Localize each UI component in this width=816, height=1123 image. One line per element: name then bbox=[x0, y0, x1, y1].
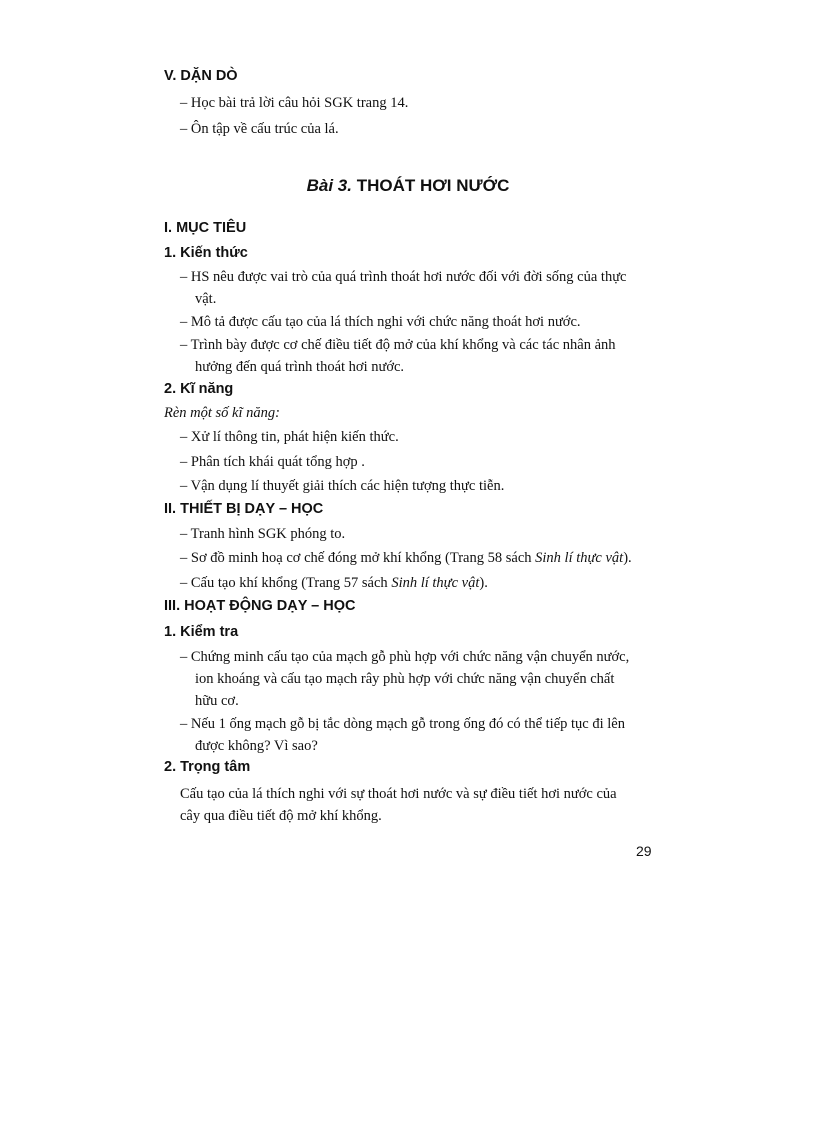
knowledge-item-3-line-2: hưởng đến quá trình thoát hơi nước. bbox=[195, 359, 405, 375]
equipment-item-3 bbox=[180, 575, 488, 592]
section-v-item-1: – Học bài trả lời câu hỏi SGK trang 14. bbox=[180, 95, 409, 111]
knowledge-item-1-line-1: – HS nêu được vai trò của quá trình thoát hơi nước đối với đời sống của thực bbox=[180, 269, 627, 285]
check-item-2-line-1: – Nếu 1 ống mạch gỗ bị tắc dòng mạch gỗ trong ống đó có thể tiếp tục đi lên bbox=[180, 716, 625, 732]
skills-item-3: – Vận dụng lí thuyết giải thích các hiện tượng thực tiễn. bbox=[180, 478, 505, 494]
focus-line-2: cây qua điều tiết độ mở khí khổng. bbox=[180, 808, 382, 824]
knowledge-item-3-line-1: – Trình bày được cơ chế điều tiết độ mở của khí khổng và các tác nhân ảnh bbox=[180, 337, 616, 353]
skills-heading: 2. Kĩ năng bbox=[164, 381, 234, 397]
page-number: 29 bbox=[636, 843, 652, 859]
check-item-2-line-2: được không? Vì sao? bbox=[195, 738, 318, 754]
knowledge-item-2: – Mô tả được cấu tạo của lá thích nghi với chức năng thoát hơi nước. bbox=[180, 314, 581, 330]
section-ii-heading: II. THIẾT BỊ DẠY – HỌC bbox=[164, 501, 324, 517]
check-item-1-line-3: hữu cơ. bbox=[195, 693, 239, 709]
check-item-1-line-1: – Chứng minh cấu tạo của mạch gỗ phù hợp với chức năng vận chuyển nước, bbox=[180, 649, 630, 665]
equipment-item-3-book: Sinh lí thực vật bbox=[391, 575, 480, 591]
knowledge-heading: 1. Kiến thức bbox=[164, 245, 248, 261]
section-v-item-2: – Ôn tập về cấu trúc của lá. bbox=[180, 121, 339, 137]
equipment-item-3-end: ). bbox=[479, 575, 488, 591]
equipment-item-2-end: ). bbox=[623, 550, 632, 566]
section-v-heading: V. DẶN DÒ bbox=[164, 68, 238, 84]
section-i-heading: I. MỤC TIÊU bbox=[164, 220, 247, 236]
equipment-item-2-book: Sinh lí thực vật bbox=[535, 550, 624, 566]
check-item-1-line-2: ion khoáng và cấu tạo mạch rây phù hợp với chức năng vận chuyển chất bbox=[195, 671, 615, 687]
skills-item-2: – Phân tích khái quát tổng hợp . bbox=[180, 454, 365, 470]
skills-intro: Rèn một số kĩ năng: bbox=[164, 405, 280, 421]
lesson-title bbox=[0, 176, 816, 196]
section-iii-heading: III. HOẠT ĐỘNG DẠY – HỌC bbox=[164, 598, 356, 614]
equipment-item-2-text: – Sơ đồ minh hoạ cơ chế đóng mở khí khổng (Trang 58 sách bbox=[180, 550, 536, 566]
skills-item-1: – Xử lí thông tin, phát hiện kiến thức. bbox=[180, 429, 399, 445]
focus-line-1: Cấu tạo của lá thích nghi với sự thoát hơi nước và sự điều tiết hơi nước của bbox=[180, 786, 617, 802]
focus-heading: 2. Trọng tâm bbox=[164, 759, 251, 775]
equipment-item-2 bbox=[180, 550, 632, 567]
lesson-title-main: THOÁT HƠI NƯỚC bbox=[356, 176, 510, 195]
lesson-title-prefix: Bài 3. bbox=[306, 176, 352, 195]
equipment-item-1: – Tranh hình SGK phóng to. bbox=[180, 526, 346, 542]
knowledge-item-1-line-2: vật. bbox=[195, 291, 217, 307]
equipment-item-3-text: – Cấu tạo khí khổng (Trang 57 sách bbox=[180, 575, 392, 591]
check-heading: 1. Kiểm tra bbox=[164, 624, 239, 640]
